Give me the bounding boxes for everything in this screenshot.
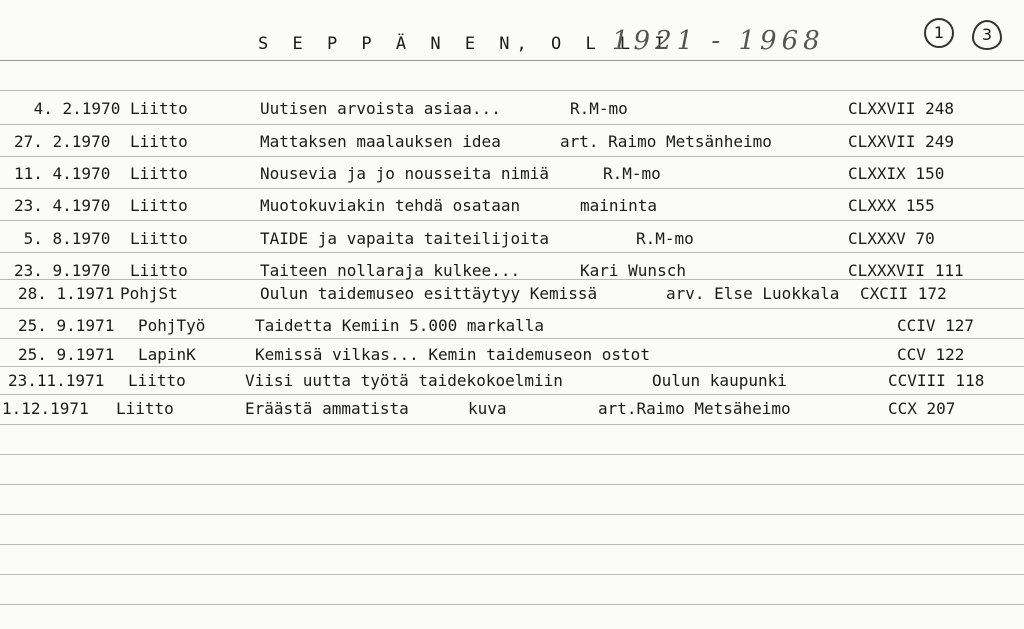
row-ref: CCV 122 <box>897 345 965 364</box>
row-date: 23.11.1971 <box>8 371 105 390</box>
table-row <box>0 99 1024 123</box>
row-ref: CCVIII 118 <box>888 371 985 390</box>
row-author: R.M-mo <box>570 99 628 118</box>
row-title: Oulun taidemuseo esittäytyy Kemissä <box>260 284 598 303</box>
row-ref: CLXXIX 150 <box>848 164 945 183</box>
row-source: PohjTyö <box>138 316 206 335</box>
table-row <box>0 229 1024 253</box>
table-row <box>0 261 1024 285</box>
row-title: Eräästä ammatista <box>245 399 409 418</box>
table-row <box>0 284 1024 308</box>
row-source: Liitto <box>130 132 188 151</box>
rule-line <box>0 308 1024 309</box>
row-date: 25. 9.1971 <box>18 345 115 364</box>
row-source: Liitto <box>130 196 188 215</box>
rule-line <box>0 124 1024 125</box>
life-years: 1921 - 1968 <box>612 26 825 56</box>
row-author: maininta <box>580 196 658 215</box>
row-ref: CLXXVII 248 <box>848 99 954 118</box>
row-ref: CCIV 127 <box>897 316 975 335</box>
row-date: 1.12.1971 <box>2 399 89 418</box>
rule-line <box>0 220 1024 221</box>
rule-line <box>0 454 1024 455</box>
rule-line <box>0 604 1024 605</box>
rule-line <box>0 60 1024 61</box>
row-ref: CLXXXV 70 <box>848 229 935 248</box>
card-number: 1 <box>924 18 954 48</box>
card-total: 3 <box>972 20 1002 50</box>
row-author-2: art.Raimo Metsäheimo <box>598 399 791 418</box>
row-author: R.M-mo <box>636 229 694 248</box>
row-title: Mattaksen maalauksen idea <box>260 132 501 151</box>
rule-line <box>0 90 1024 91</box>
table-row <box>0 345 1024 369</box>
row-ref: CLXXXVII 111 <box>848 261 964 280</box>
row-author: Oulun kaupunki <box>652 371 787 390</box>
row-ref: CLXXVII 249 <box>848 132 954 151</box>
row-title: TAIDE ja vapaita taiteilijoita <box>260 229 549 248</box>
row-author: arv. Else Luokkala <box>666 284 840 303</box>
rule-line <box>0 188 1024 189</box>
table-row <box>0 316 1024 340</box>
row-title: Kemissä vilkas... Kemin taidemuseon ostot <box>255 345 650 364</box>
row-title: Viisi uutta työtä taidekokoelmiin <box>245 371 563 390</box>
row-source: Liitto <box>130 261 188 280</box>
person-name: S E P P Ä N E N, O L L I <box>258 34 672 54</box>
table-row <box>0 196 1024 220</box>
row-date: 23. 4.1970 <box>14 196 111 215</box>
row-author: kuva <box>468 399 507 418</box>
rule-line <box>0 424 1024 425</box>
row-date: 11. 4.1970 <box>14 164 111 183</box>
rule-line <box>0 574 1024 575</box>
row-title: Nousevia ja jo nousseita nimiä <box>260 164 549 183</box>
row-source: Liitto <box>116 399 174 418</box>
rule-line <box>0 544 1024 545</box>
row-source: PohjSt <box>120 284 178 303</box>
row-source: Liitto <box>130 229 188 248</box>
row-source: Liitto <box>130 164 188 183</box>
row-date: 28. 1.1971 <box>18 284 115 303</box>
row-date: 25. 9.1971 <box>18 316 115 335</box>
row-source: Liitto <box>130 99 188 118</box>
row-date: 4. 2.1970 <box>24 99 121 118</box>
row-source: Liitto <box>128 371 186 390</box>
table-row <box>0 132 1024 156</box>
rule-line <box>0 484 1024 485</box>
table-row <box>0 371 1024 395</box>
row-title: Uutisen arvoista asiaa... <box>260 99 501 118</box>
row-date: 23. 9.1970 <box>14 261 111 280</box>
rule-line <box>0 514 1024 515</box>
row-ref: CCX 207 <box>888 399 956 418</box>
row-date: 5. 8.1970 <box>14 229 111 248</box>
row-title: Muotokuviakin tehdä osataan <box>260 196 521 215</box>
row-source: LapinK <box>138 345 196 364</box>
row-ref: CXCII 172 <box>860 284 947 303</box>
row-author: art. Raimo Metsänheimo <box>560 132 772 151</box>
rule-line <box>0 156 1024 157</box>
row-title: Taiteen nollaraja kulkee... <box>260 261 521 280</box>
table-row <box>0 399 1024 423</box>
row-title: Taidetta Kemiin 5.000 markalla <box>255 316 544 335</box>
table-row <box>0 164 1024 188</box>
row-author: Kari Wunsch <box>580 261 686 280</box>
row-author: R.M-mo <box>603 164 661 183</box>
row-ref: CLXXX 155 <box>848 196 935 215</box>
row-date: 27. 2.1970 <box>14 132 111 151</box>
